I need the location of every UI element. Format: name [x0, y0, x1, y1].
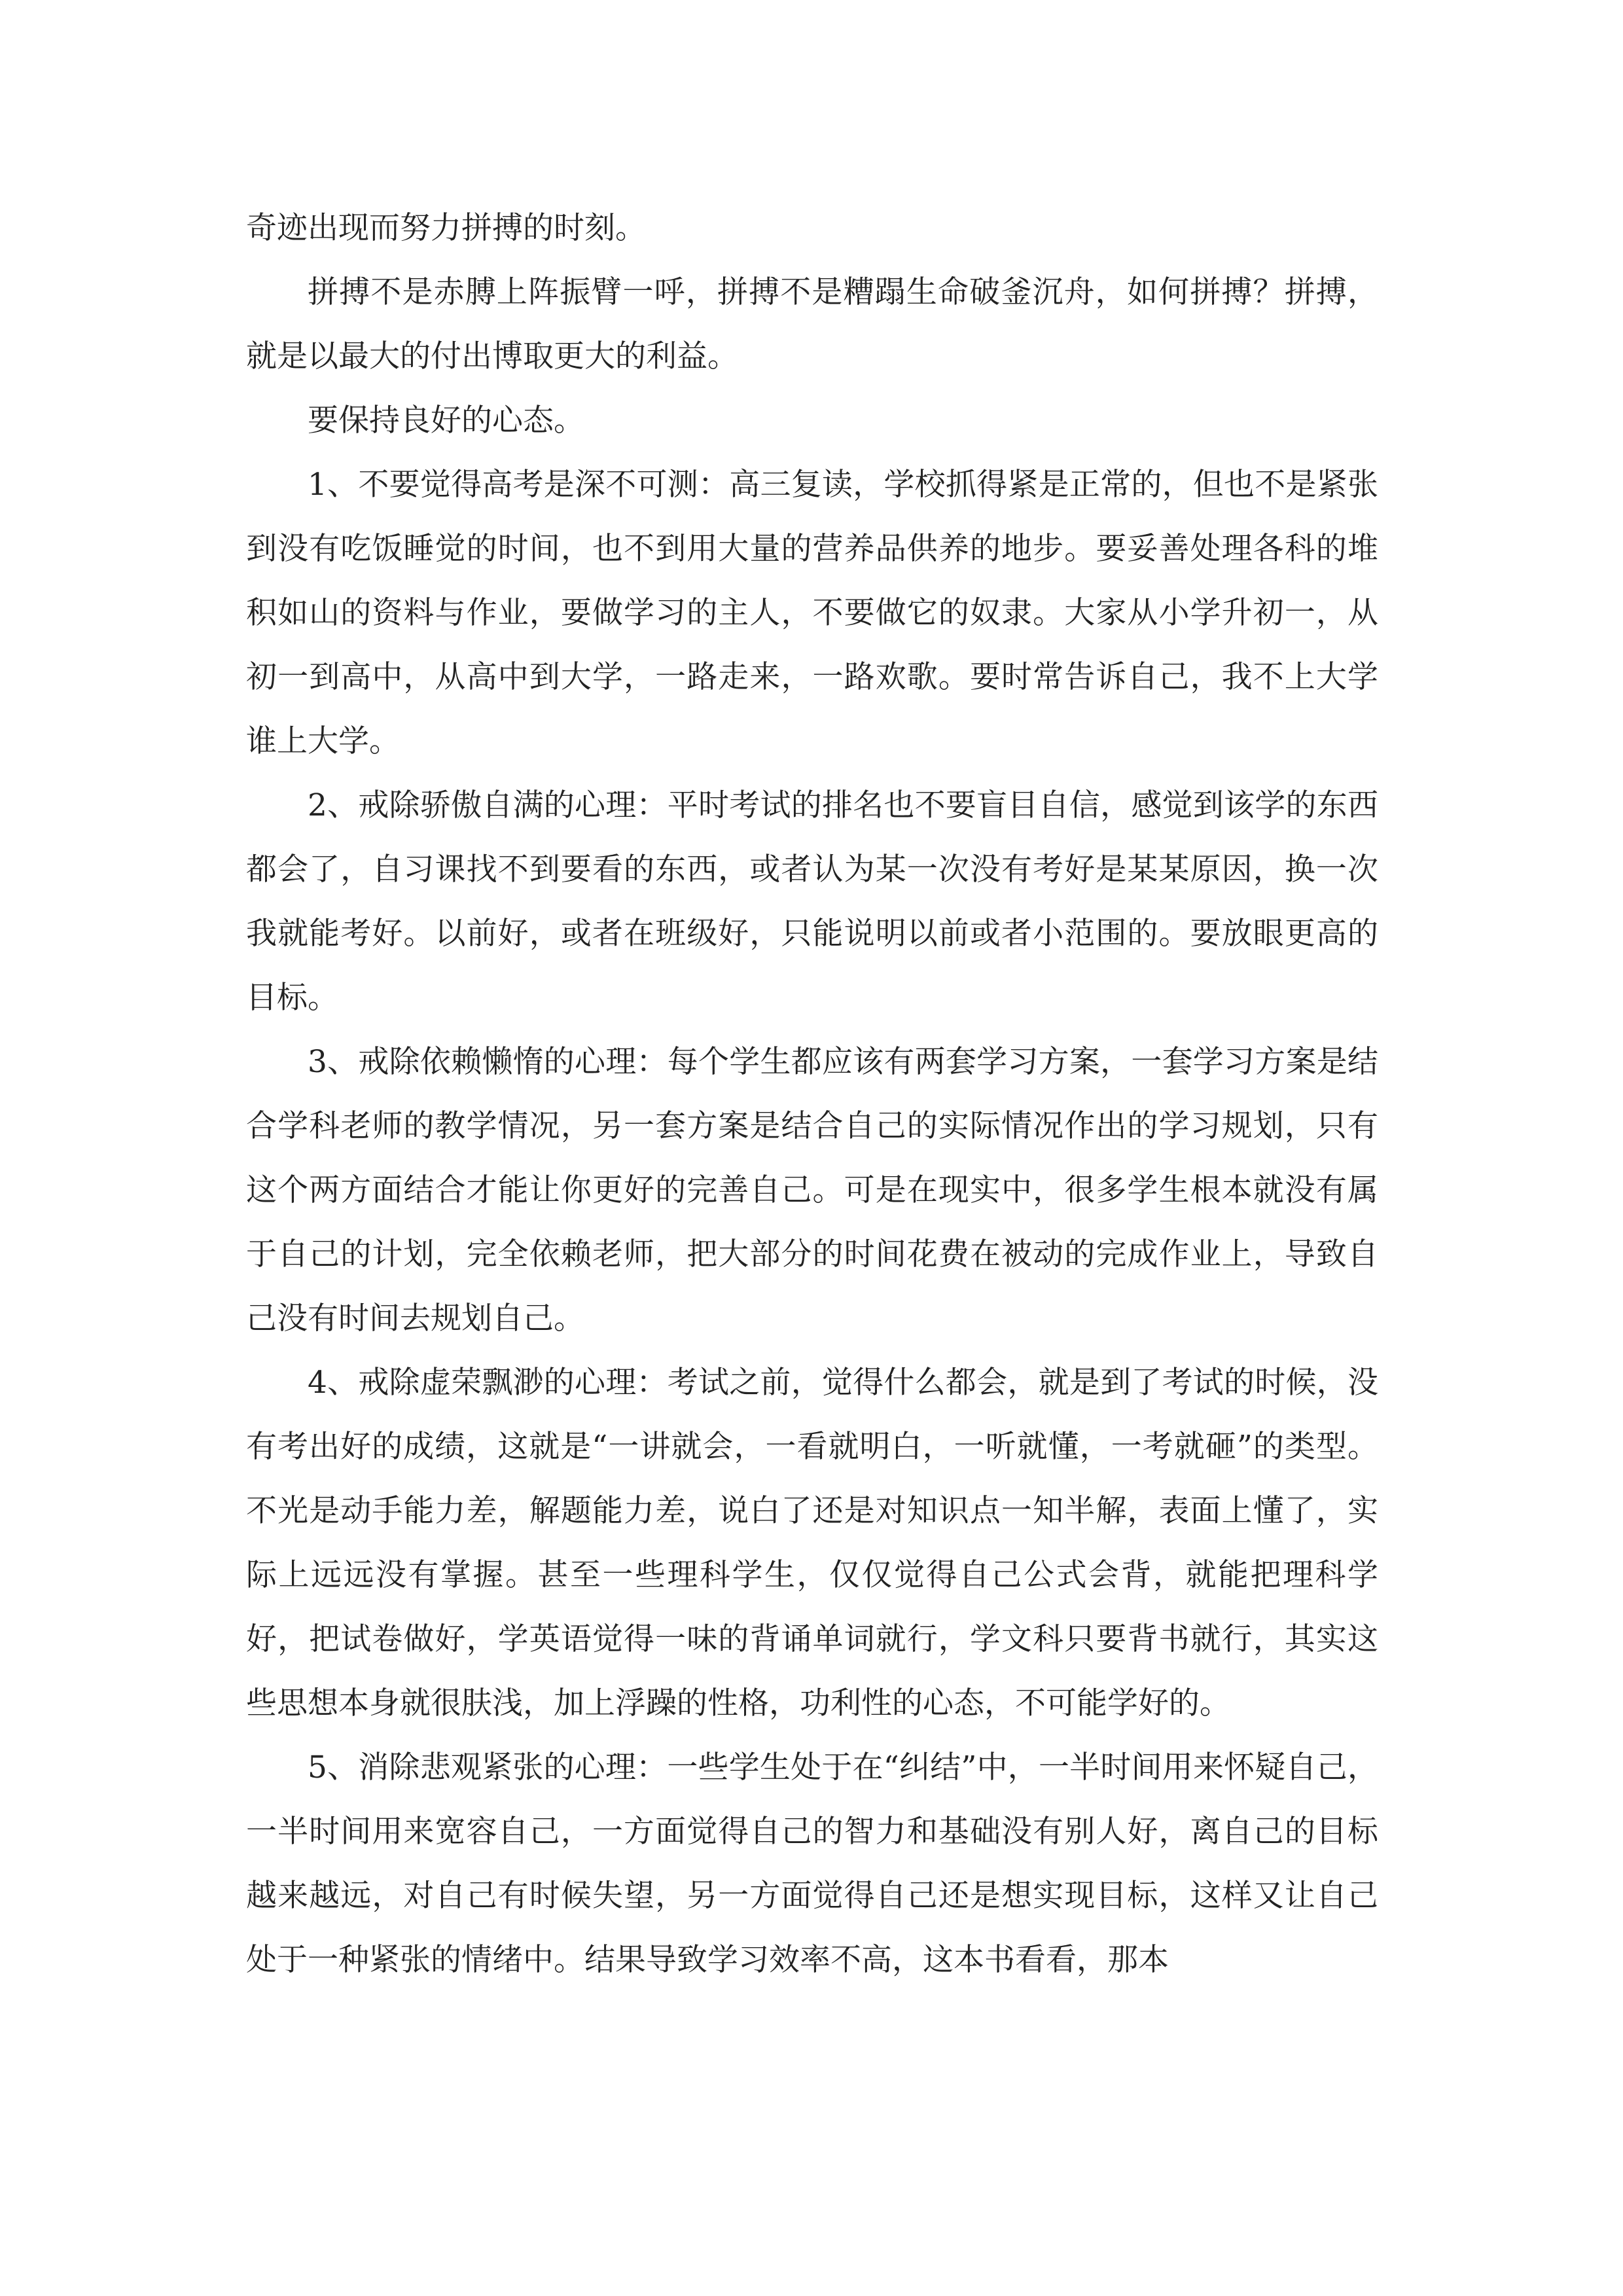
paragraph-continuation: 奇迹出现而努力拼搏的时刻。 — [246, 210, 646, 246]
paragraph-point-1: 1、不要觉得高考是深不可测：高三复读，学校抓得紧是正常的，但也不是紧张到没有吃饭睡觉的时间，也不到用大量的营养品供养的地步。要妥善处理各科的堆积如山的资料与作业，要做学习的主人，不要做它的奴隶。大家从小学升初一，从初一到高中，从高中到大学，一路走来，一路欢歌。要时常告诉自己，我不上大学谁上大学。 — [246, 467, 1378, 759]
body-text — [246, 196, 1378, 1992]
paragraph-mindset-heading: 要保持良好的心态。 — [308, 403, 584, 439]
paragraph-point-4: 4、戒除虚荣飘渺的心理：考试之前，觉得什么都会，就是到了考试的时候，没有考出好的成绩，这就是“一讲就会，一看就明白，一听就懂，一考就砸”的类型。不光是动手能力差，解题能力差，说白了还是对知识点一知半解，表面上懂了，实际上远远没有掌握。甚至一些理科学生，仅仅觉得自己公式会背，就能把理科学好，把试卷做好，学英语觉得一味的背诵单词就行，学文科只要背书就行，其实这些思想本身就很肤浅，加上浮躁的性格，功利性的心态，不可能学好的。 — [246, 1365, 1378, 1721]
paragraph-point-3: 3、戒除依赖懒惰的心理：每个学生都应该有两套学习方案，一套学习方案是结合学科老师的教学情况，另一套方案是结合自己的实际情况作出的学习规划，只有这个两方面结合才能让你更好的完善自己。可是在现实中，很多学生根本就没有属于自己的计划，完全依赖老师，把大部分的时间花费在被动的完成作业上，导致自己没有时间去规划自己。 — [246, 1044, 1378, 1336]
paragraph-struggle-definition: 拼搏不是赤膊上阵振臂一呼，拼搏不是糟蹋生命破釜沉舟，如何拼搏？拼搏，就是以最大的付出博取更大的利益。 — [246, 274, 1378, 374]
paragraph-point-2: 2、戒除骄傲自满的心理：平时考试的排名也不要盲目自信，感觉到该学的东西都会了，自习课找不到要看的东西，或者认为某一次没有考好是某某原因，换一次我就能考好。以前好，或者在班级好，只能说明以前或者小范围的。要放眼更高的目标。 — [246, 787, 1378, 1016]
paragraph-point-5: 5、消除悲观紧张的心理：一些学生处于在“纠结”中，一半时间用来怀疑自己，一半时间用来宽容自己，一方面觉得自己的智力和基础没有别人好，离自己的目标越来越远，对自己有时候失望，另一方面觉得自己还是想实现目标，这样又让自己处于一种紧张的情绪中。结果导致学习效率不高，这本书看看，那本 — [246, 1749, 1378, 1978]
